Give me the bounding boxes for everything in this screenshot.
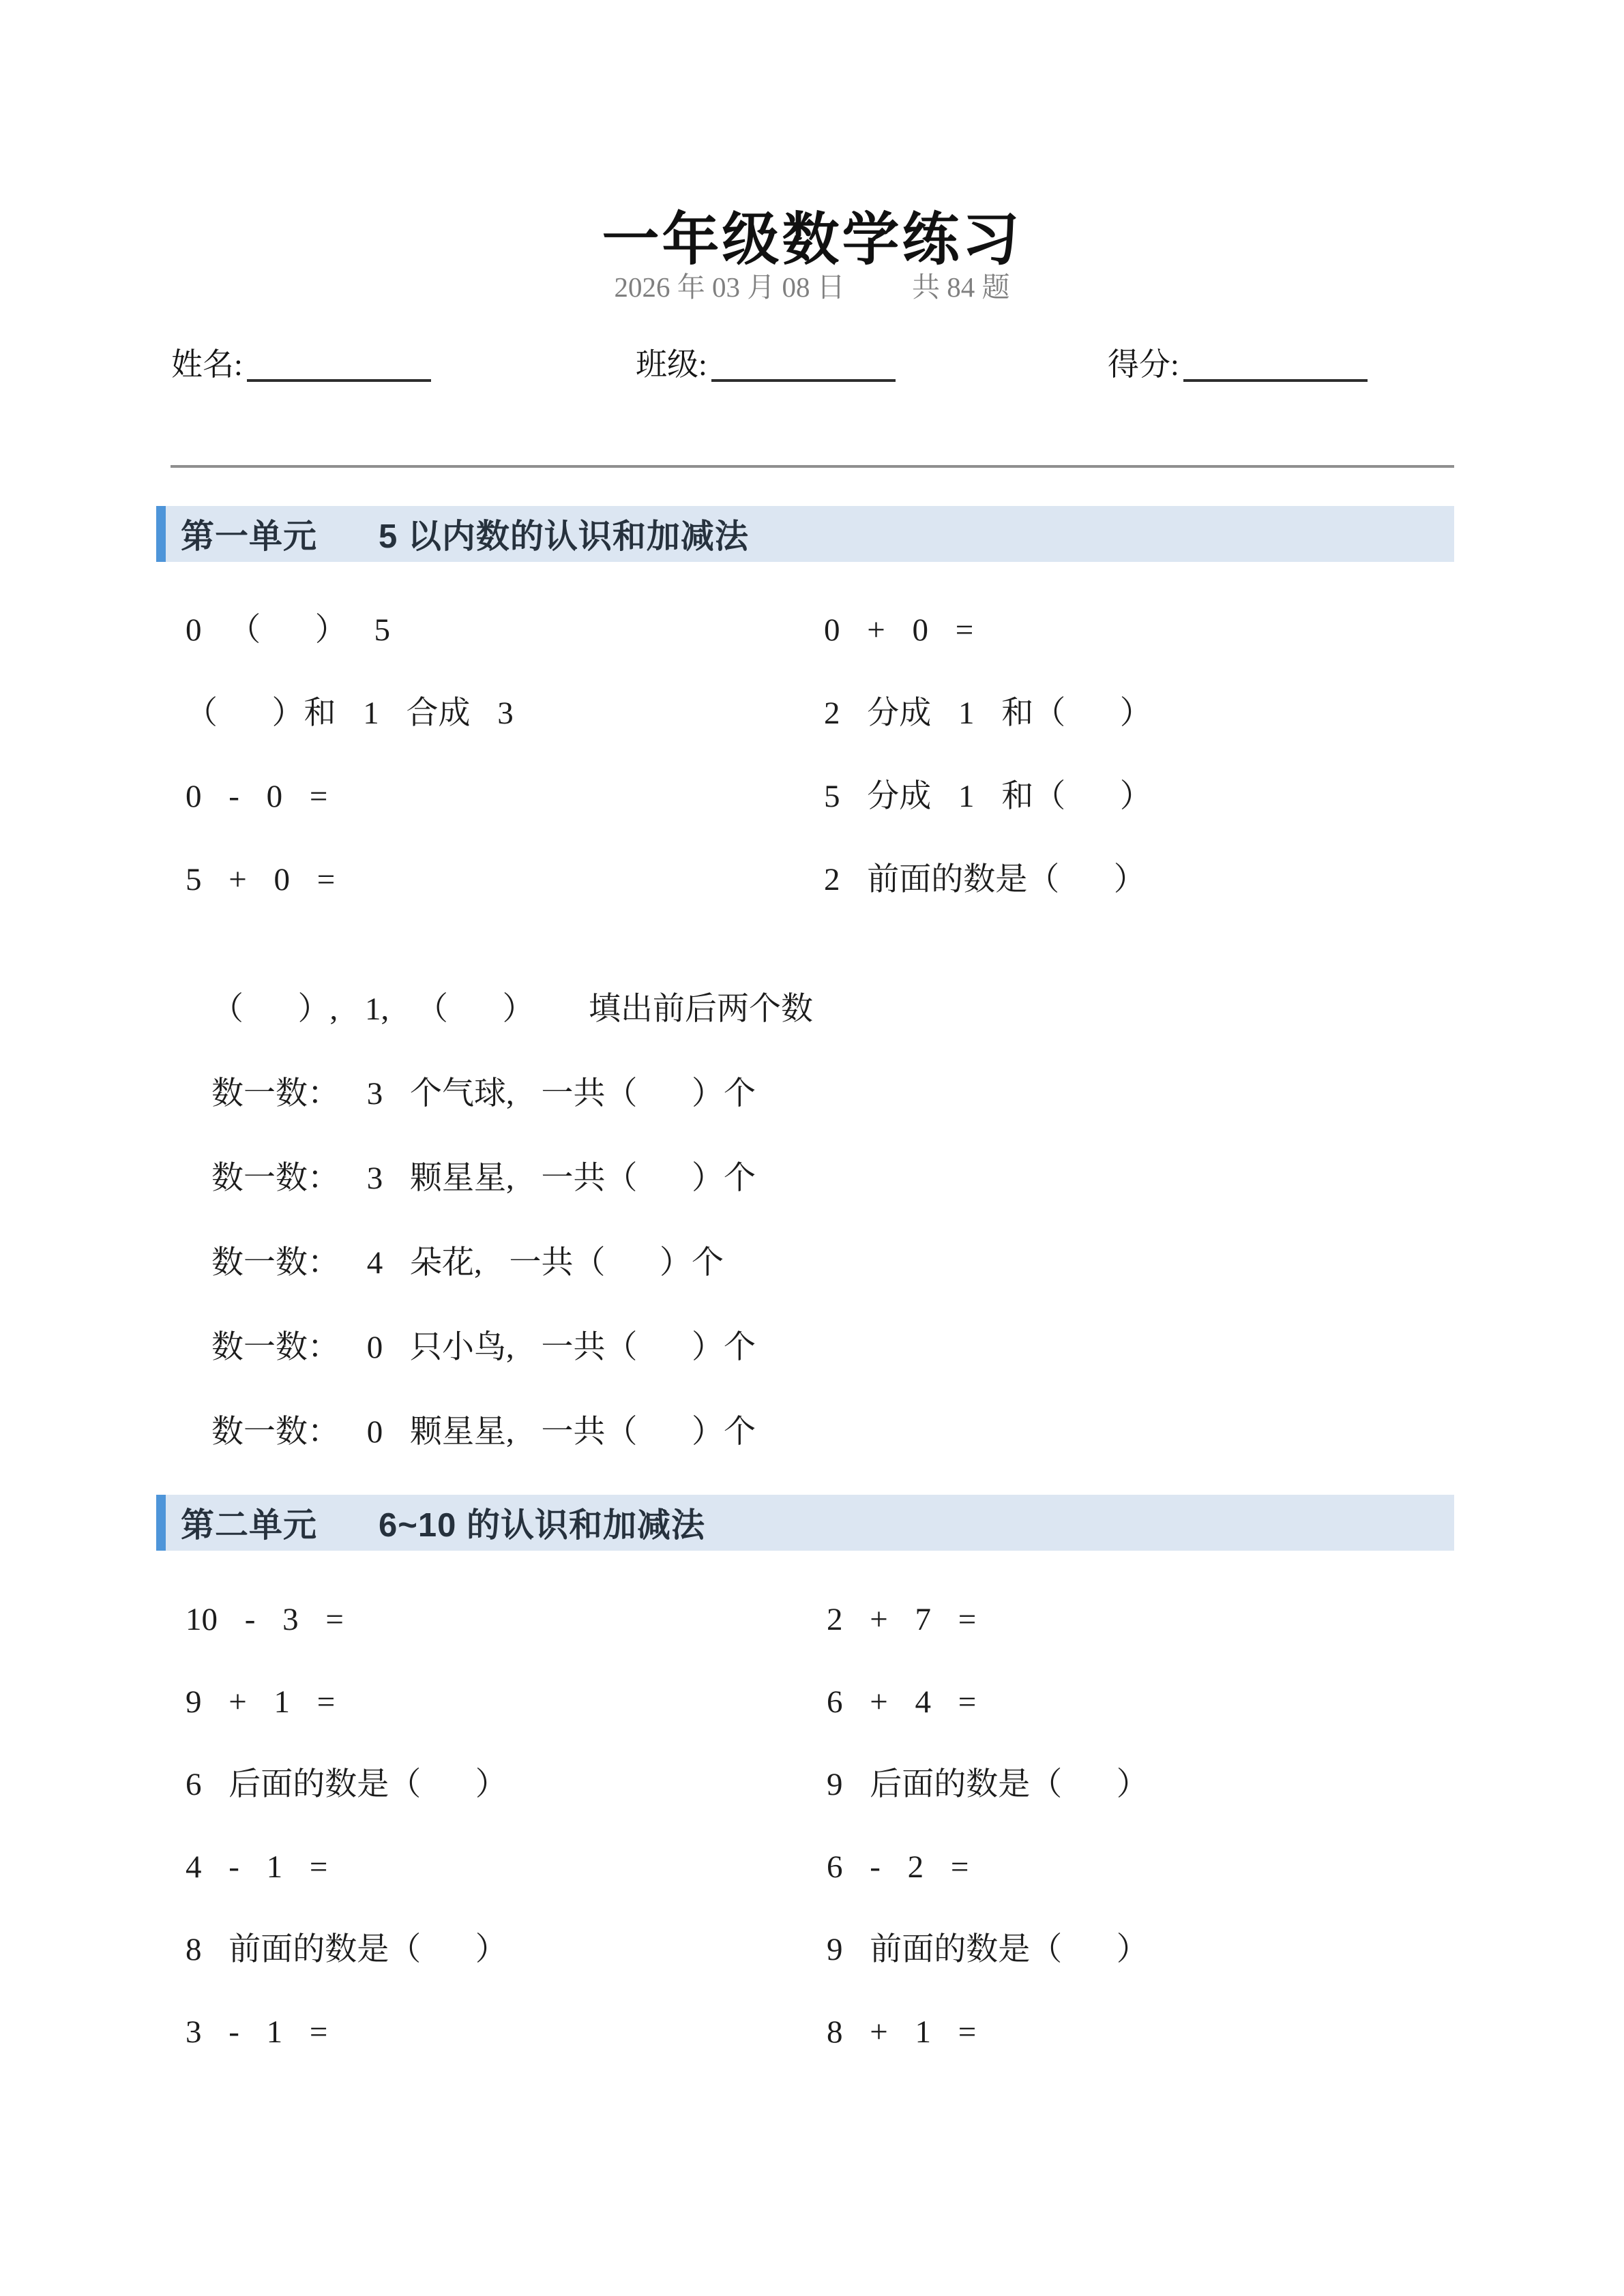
question: 2 + 7 = [827,1602,977,1637]
question: 数一数： 3 个气球, 一共（ ）个 [211,1075,756,1112]
question: 8 + 1 = [827,2014,977,2050]
question: 9 后面的数是（ ） [827,1767,1149,1802]
class-field-label: 班级: [636,347,707,382]
question: 4 - 1 = [186,1849,328,1885]
question: 数一数： 0 只小鸟, 一共（ ）个 [211,1329,756,1365]
question: （ ）和 1 合成 3 [186,695,514,731]
unit2-right-column [827,1579,1149,2074]
question: 数一数： 0 颗星星, 一共（ ）个 [211,1414,756,1450]
question: 8 前面的数是（ ） [186,1932,507,1967]
question: 9 + 1 = [186,1684,336,1720]
score-field [1108,349,1368,381]
question: 2 分成 1 和（ ） [824,695,1152,731]
question-count: 共 84 题 [912,271,1010,303]
section-header-unit2 [156,1495,1454,1551]
question: 数一数： 4 朵花, 一共（ ）个 [211,1244,724,1281]
name-field-label: 姓名: [171,347,243,382]
unit2-title: 6~10 的认识和加减法 [379,1507,705,1544]
question: 0 + 0 = [824,612,974,648]
question: 3 - 1 = [186,2014,328,2050]
unit1-title: 5 以内数的认识和加减法 [379,518,749,555]
question: 6 后面的数是（ ） [186,1767,507,1802]
class-blank-line [711,375,896,382]
unit1-label: 第一单元 [181,518,318,555]
class-field [636,349,896,381]
question: （ ）, 1, （ ） 填出前后两个数 [211,991,813,1027]
question: 5 分成 1 和（ ） [824,778,1152,814]
page-title: 一年级数学练习 [602,207,1022,272]
name-blank-line [247,375,431,382]
subtitle-row [0,273,1624,301]
question: 2 前面的数是（ ） [824,861,1146,897]
name-field [171,349,431,381]
question: 0 （ ） 5 [186,612,390,648]
question: 6 - 2 = [827,1849,969,1885]
question: 10 - 3 = [186,1602,344,1637]
section-header-unit1 [156,506,1454,562]
score-field-label: 得分: [1108,347,1179,382]
unit1-right-column [824,588,1152,921]
question: 9 前面的数是（ ） [827,1932,1149,1967]
question: 6 + 4 = [827,1684,977,1720]
question: 5 + 0 = [186,861,336,897]
unit1-left-column [186,588,514,921]
horizontal-divider [171,465,1454,468]
unit2-left-column [186,1579,507,2074]
worksheet-date: 2026 年 03 月 08 日 [614,271,845,303]
unit1-counting-block [211,967,813,1474]
unit2-label: 第二单元 [181,1507,318,1544]
score-blank-line [1183,375,1368,382]
question: 0 - 0 = [186,778,328,814]
question: 数一数： 3 颗星星, 一共（ ）个 [211,1160,756,1196]
